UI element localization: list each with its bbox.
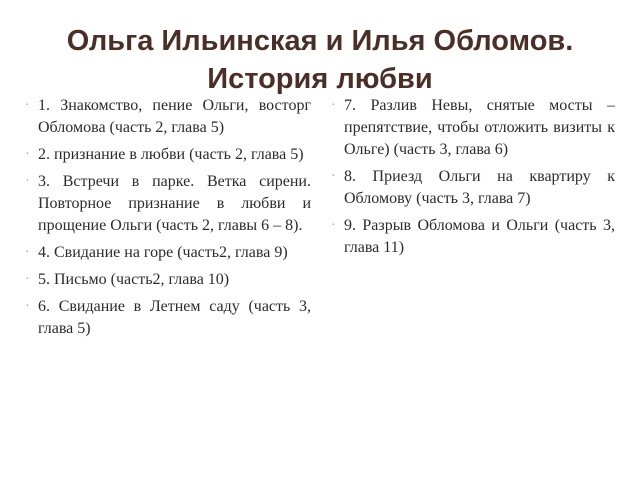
bullet-icon: · [331, 169, 336, 184]
list-item-text: 2. признание в любви (часть 2, глава 5) [38, 146, 304, 163]
list-item [24, 296, 311, 340]
left-column-list [24, 95, 311, 345]
list-item-text: 5. Письмо (часть2, глава 10) [38, 271, 230, 288]
title-line-1: Ольга Ильинская и Илья Обломов. [66, 25, 574, 57]
bullet-icon: · [25, 299, 30, 314]
right-column-list [330, 95, 615, 264]
bullet-icon: · [25, 245, 30, 260]
list-item-text: 1. Знакомство, пение Ольги, восторг Обломова (часть 2, глава 5) [38, 97, 311, 136]
title-line-2: История любви [207, 63, 433, 95]
list-item [24, 171, 311, 237]
list-item [24, 269, 311, 291]
list-item [24, 95, 311, 139]
list-item-text: 6. Свидание в Летнем саду (часть 3, глава 5) [38, 298, 311, 337]
list-item [24, 144, 311, 166]
list-item-text: 7. Разлив Невы, снятые мосты – препятствие, чтобы отложить визиты к Ольге) (часть 3, глава 6) [344, 97, 615, 158]
list-item [330, 215, 615, 259]
bullet-icon: · [331, 98, 336, 113]
list-item [24, 242, 311, 264]
list-item-text: 4. Свидание на горе (часть2, глава 9) [38, 244, 288, 261]
list-item [330, 166, 615, 210]
bullet-icon: · [331, 218, 336, 233]
bullet-icon: · [25, 147, 30, 162]
list-item-text: 8. Приезд Ольги на квартиру к Обломову (часть 3, глава 7) [344, 168, 615, 207]
bullet-icon: · [25, 98, 30, 113]
list-item [330, 95, 615, 161]
bullet-icon: · [25, 174, 30, 189]
list-item-text: 9. Разрыв Обломова и Ольги (часть 3, глава 11) [344, 217, 615, 256]
bullet-icon: · [25, 272, 30, 287]
list-item-text: 3. Встречи в парке. Ветка сирени. Повторное признание в любви и прощение Ольги (часть 2, главы 6 – 8). [38, 173, 311, 234]
slide-title [20, 22, 620, 98]
